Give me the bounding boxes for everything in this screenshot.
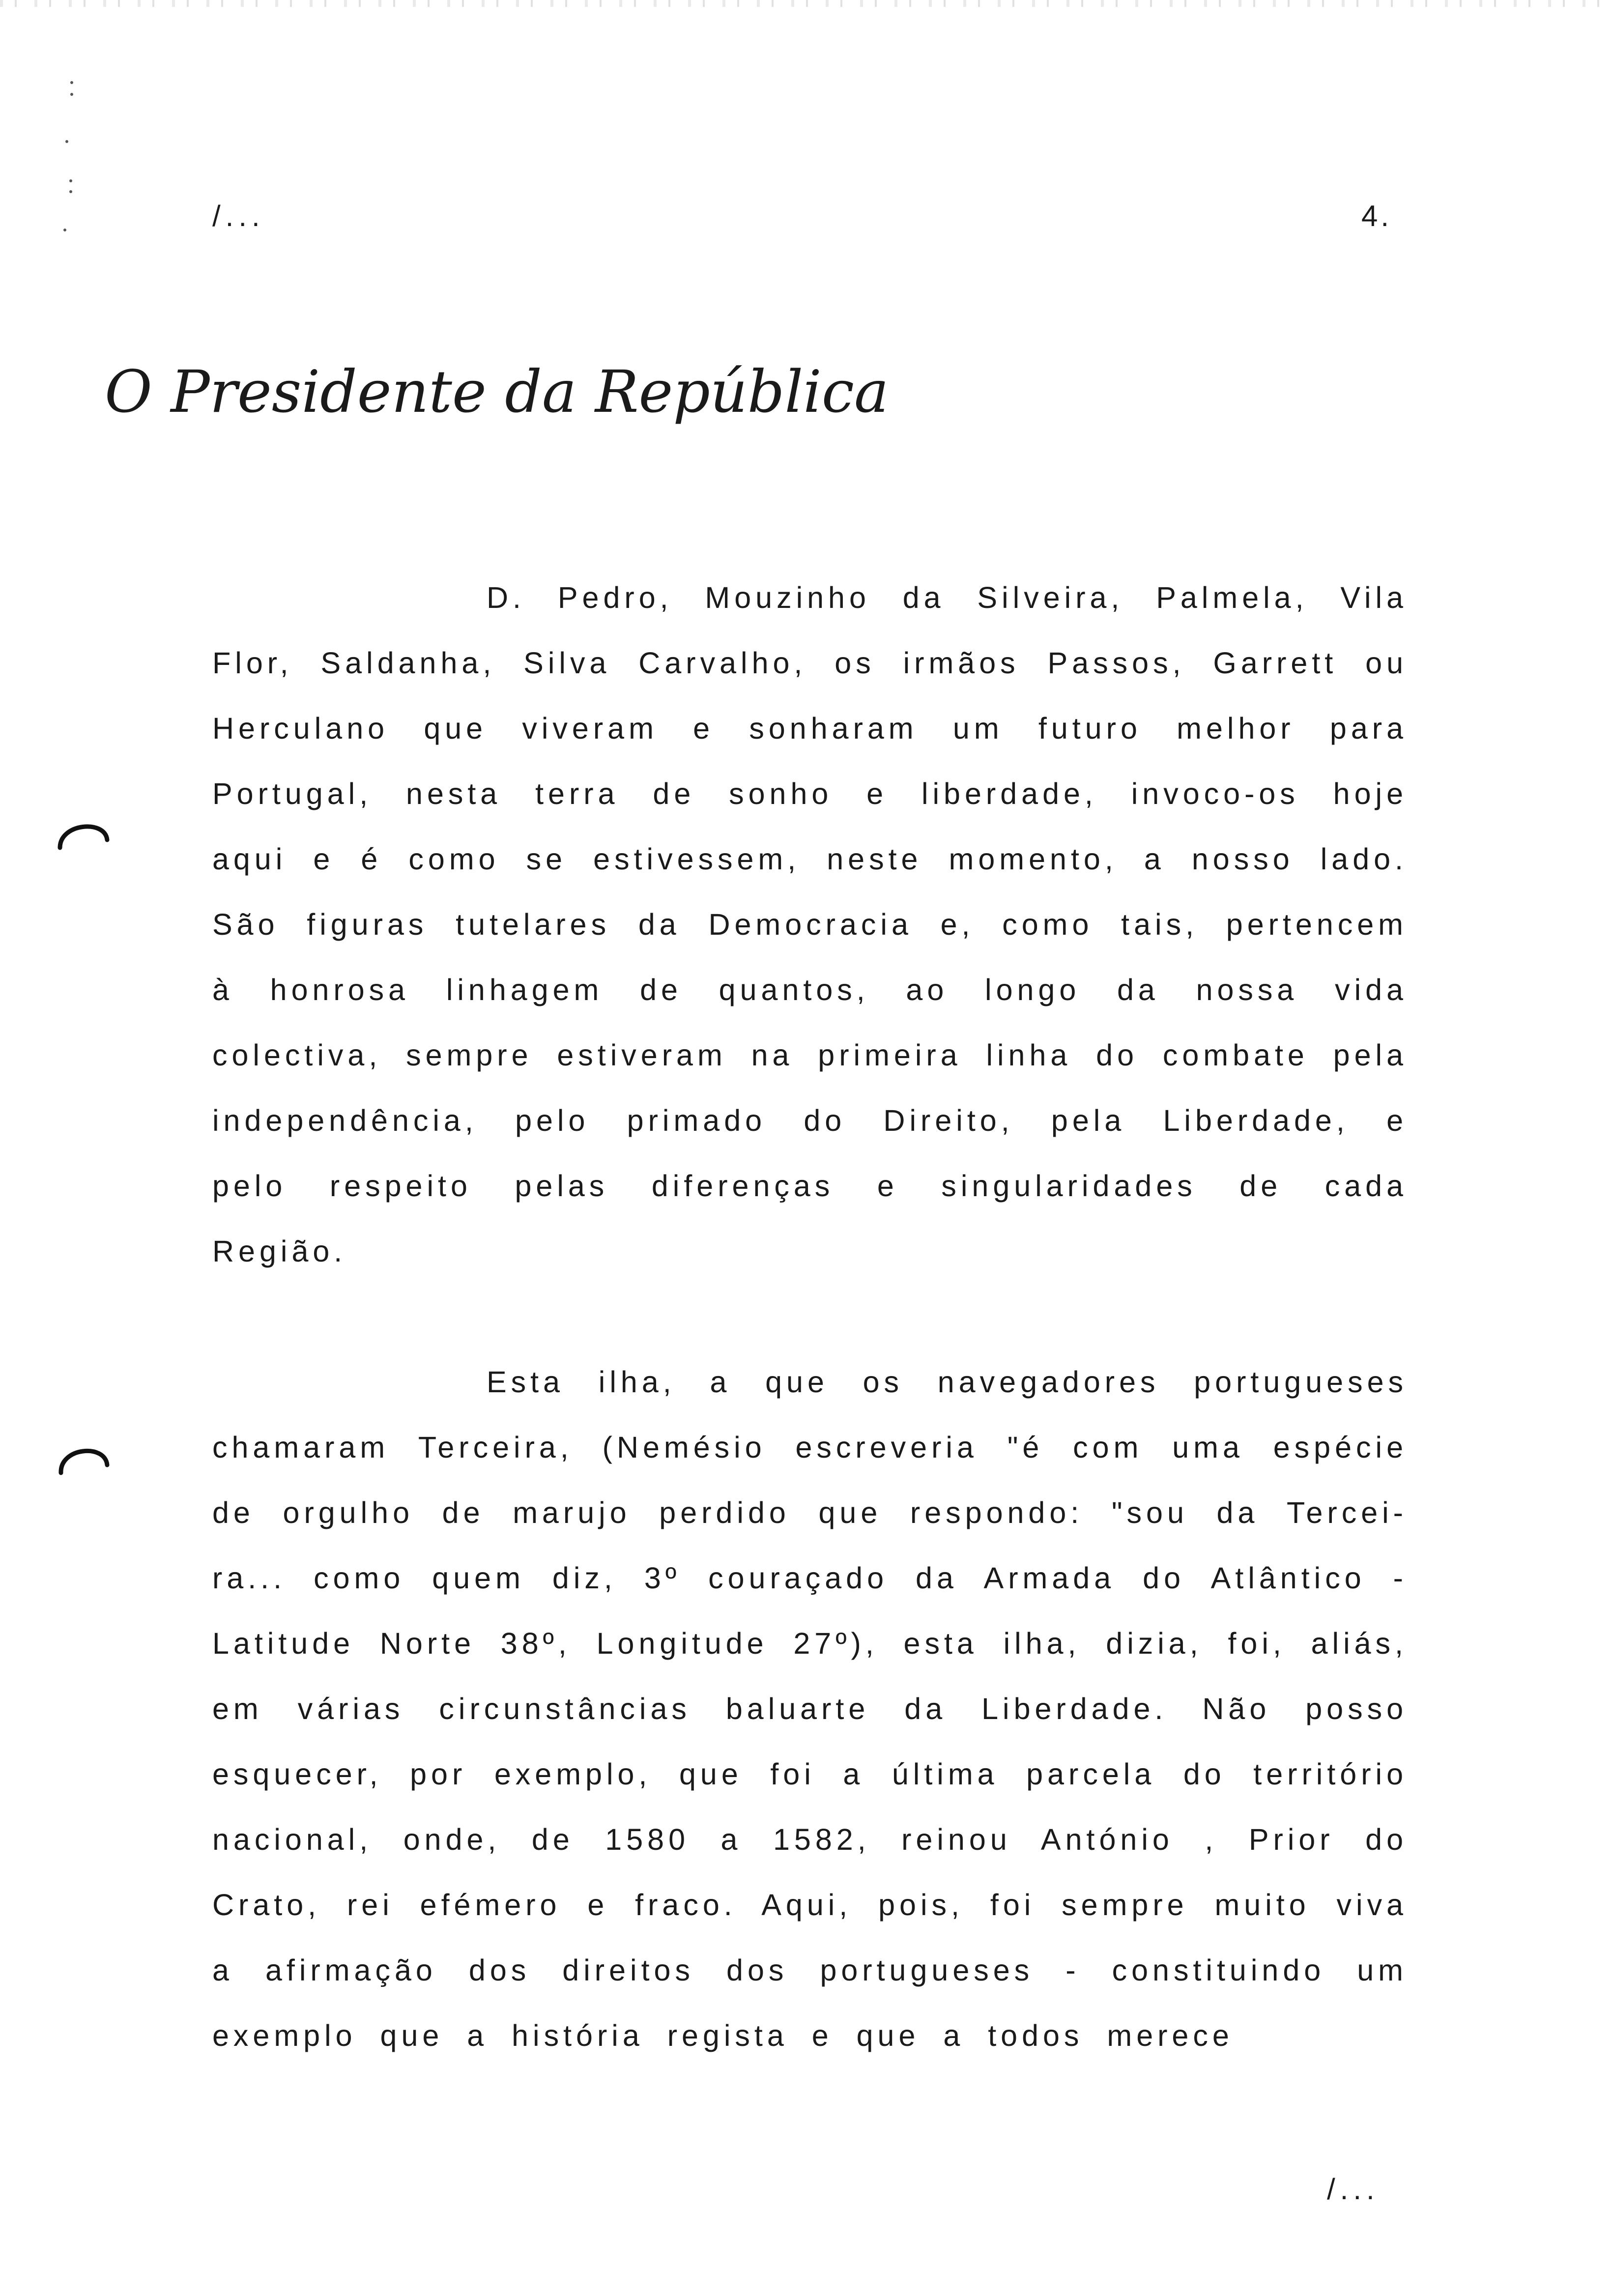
binder-hole-icon xyxy=(54,1437,113,1477)
letterhead-text: O Presidente da República xyxy=(105,358,889,426)
binder-hole-icon xyxy=(54,813,113,853)
scan-edge-noise xyxy=(0,0,1612,7)
margin-dots-icon xyxy=(58,74,78,241)
body-text xyxy=(212,565,1408,2068)
page-number: 4. xyxy=(1361,200,1392,232)
header-continued-mark: /... xyxy=(212,200,265,232)
footer-continued-mark: /... xyxy=(1327,2173,1380,2206)
paragraph-1: D. Pedro, Mouzinho da Silveira, Palmela, Vila Flor, Saldanha, Silva Carvalho, os irmãos Passos, Garrett ou Herculano que viveram e sonharam um futuro melhor para Portugal, nesta terra de sonho e liberdade, invoco-os hoje aqui e é como se estivessem, neste momento, a nosso lado. São figuras tutelares da Democracia e, como tais, pertencem à honrosa linhagem de quantos, ao longo da nossa vida colectiva, sempre estiveram na primeira linha do combate pela independência, pelo primado do Direito, pela Liberdade, e pelo respeito pelas diferenças e singularidades de cada Região. xyxy=(212,581,1408,1268)
paragraph-2: Esta ilha, a que os navegadores portugueses chamaram Terceira, (Nemésio escreveria "é com uma espécie de orgulho de marujo perdido que respondo: "sou da Tercei-ra... como quem diz, 3º couraçado da Armada do Atlântico - Latitude Norte 38º, Longitude 27º), esta ilha, dizia, foi, aliás, em várias circunstâncias baluarte da Liberdade. Não posso esquecer, por exemplo, que foi a última parcela do território nacional, onde, de 1580 a 1582, reinou António , Prior do Crato, rei efémero e fraco. Aqui, pois, foi sempre muito viva a afirmação dos direitos dos portugueses - constituindo um exemplo que a história regista e que a todos merece xyxy=(212,1365,1408,2052)
letterhead-script xyxy=(101,339,889,442)
